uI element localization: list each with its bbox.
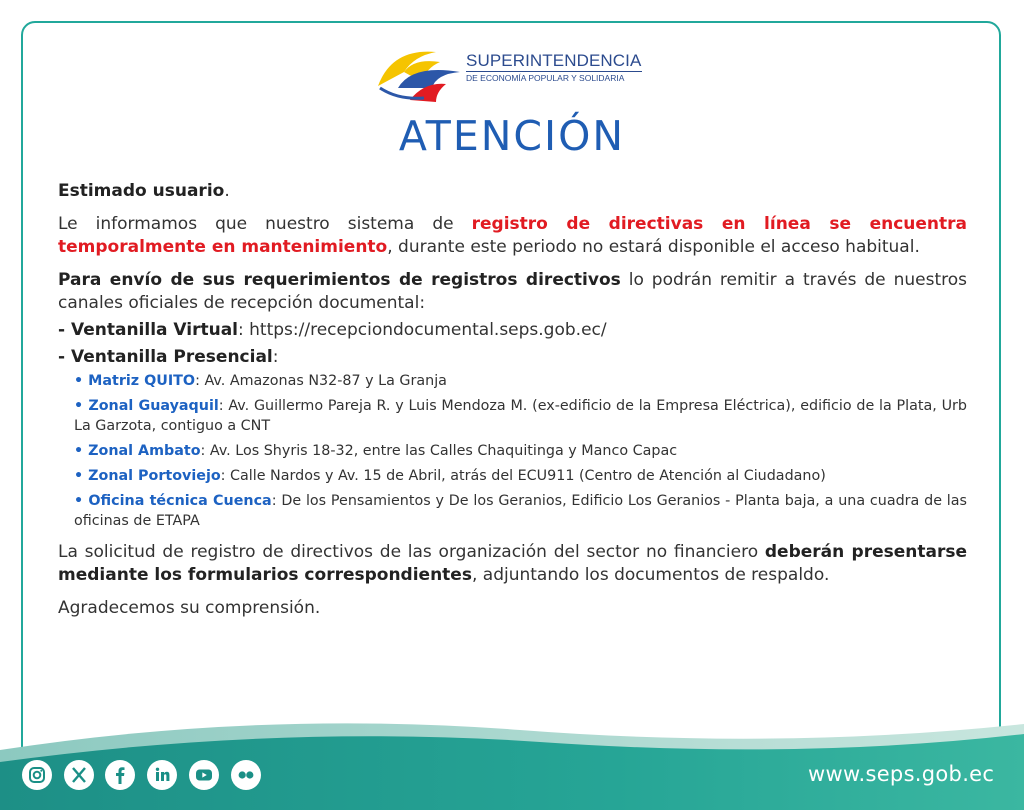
maintenance-paragraph (58, 213, 967, 259)
office-name: Zonal Ambato (88, 443, 201, 459)
office-item: • Zonal Ambato: Av. Los Shyris 18-32, entre las Calles Chaquitinga y Manco Capac (74, 443, 678, 459)
footer-wave (0, 690, 1024, 810)
p3-post: , adjuntando los documentos de respaldo. (471, 565, 830, 585)
instagram-icon[interactable] (22, 760, 52, 790)
notice-body (58, 180, 967, 630)
website-url[interactable]: www.seps.gob.ec (808, 762, 995, 786)
office-name: Zonal Portoviejo (88, 468, 221, 484)
office-address: : Av. Guillermo Pareja R. y Luis Mendoza M. (ex-edificio de la Empresa Eléctrica), edificio de la Plata, Urb La Garzota, contiguo a CNT (74, 398, 967, 434)
facebook-icon[interactable] (105, 760, 135, 790)
greeting (58, 180, 967, 203)
presencial-colon: : (272, 347, 279, 367)
presencial-window-item: - Ventanilla Presencial: (58, 347, 279, 367)
office-name: Matriz QUITO (88, 373, 196, 389)
linkedin-icon[interactable] (147, 760, 177, 790)
office-address: : Av. Los Shyris 18-32, entre las Calles Chaquitinga y Manco Capac (200, 443, 678, 459)
page-title: ATENCIÓN (398, 112, 626, 160)
seps-emblem-icon (374, 42, 464, 106)
office-address: : Av. Amazonas N32-87 y La Granja (195, 373, 447, 389)
office-item: • Zonal Portoviejo: Calle Nardos y Av. 15 de Abril, atrás del ECU911 (Centro de Atención al Ciudadano) (74, 468, 826, 484)
closing: Agradecemos su comprensión. (58, 598, 321, 618)
greeting-bold: Estimado usuario (58, 181, 225, 201)
logo-subtitle: DE ECONOMÍA POPULAR Y SOLIDARIA (466, 73, 625, 83)
virtual-label: Ventanilla Virtual (70, 320, 239, 340)
p3-pre: La solicitud de registro de directivos de las organización del sector no financiero (58, 542, 765, 562)
p2-bold: Para envío de sus requerimientos de registros directivos (58, 270, 621, 290)
greeting-rest: . (224, 181, 230, 201)
p2-rest: lo podrán remitir a través de nuestros canales oficiales de recepción documental: (58, 270, 967, 313)
office-address: : De los Pensamientos y De los Geranios, Edificio Los Geranios - Planta baja, a una cuadra de las oficinas de ETAPA (74, 493, 967, 529)
p1-pre: Le informamos que nuestro sistema de (58, 214, 472, 234)
seps-logo (374, 42, 654, 106)
channels-paragraph (58, 269, 967, 315)
office-address: : Calle Nardos y Av. 15 de Abril, atrás del ECU911 (Centro de Atención al Ciudadano) (220, 468, 826, 484)
office-name: Oficina técnica Cuenca (88, 493, 272, 509)
logo-divider (466, 71, 642, 72)
office-item: • Zonal Guayaquil: Av. Guillermo Pareja R. y Luis Mendoza M. (ex-edificio de la Empresa Eléctrica), edificio de la Plata, Urb La Garzota, contiguo a CNT (74, 398, 967, 434)
p1-post: , durante este periodo no estará disponible el acceso habitual. (387, 237, 920, 257)
logo-title: SUPERINTENDENCIA (466, 51, 642, 70)
p1-alert: registro de directivas en línea se encuentra temporalmente en mantenimiento (58, 214, 967, 257)
youtube-icon[interactable] (189, 760, 219, 790)
office-item: • Oficina técnica Cuenca: De los Pensamientos y De los Geranios, Edificio Los Geranios - Planta baja, a una cuadra de las oficinas de ETAPA (74, 493, 967, 529)
forms-paragraph (58, 541, 967, 587)
virtual-link[interactable]: : https://recepciondocumental.seps.gob.ec/ (238, 320, 607, 340)
x-icon[interactable] (64, 760, 94, 790)
flickr-icon[interactable] (231, 760, 261, 790)
office-name: Zonal Guayaquil (88, 398, 219, 414)
presencial-label: Ventanilla Presencial (70, 347, 273, 367)
virtual-window-item: - Ventanilla Virtual: https://recepciondocumental.seps.gob.ec/ (58, 320, 607, 340)
office-item: • Matriz QUITO: Av. Amazonas N32-87 y La Granja (74, 373, 447, 389)
p3-bold: deberán presentarse mediante los formularios correspondientes (58, 542, 967, 585)
